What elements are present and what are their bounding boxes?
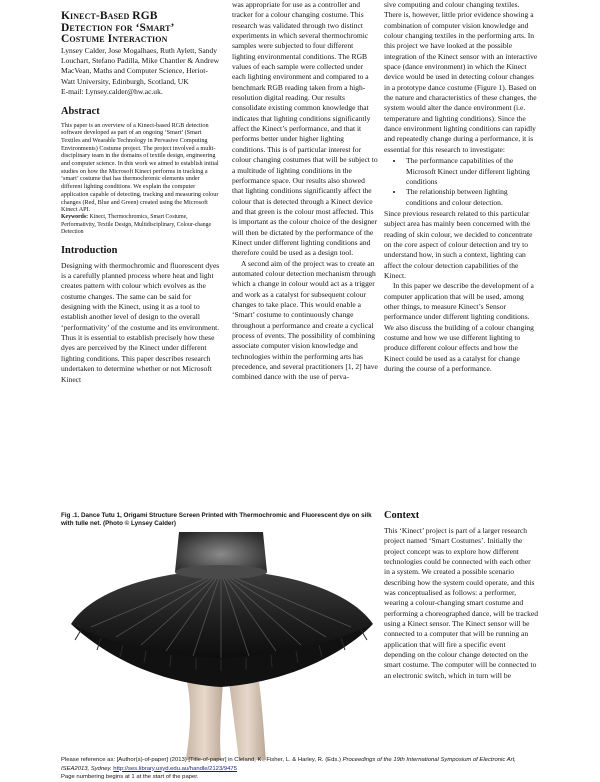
left-leg <box>186 682 223 760</box>
keywords <box>61 214 221 237</box>
body-paragraph-col3-1: sive computing and colour changing textiles. There is, however, little prior evidence showing a combination of computer vision knowledge and colour changing textiles in the performing arts. In this project we have looked at the possible integration of the Kinect sensor with an interactive space (dance environment) in which the Kinect device would be used in detecting colour changes in a prototype dance costume (Figure 1). Based on the nature and characteristics of these changes, the system would alter the dance environment (i.e. temperature and lighting conditions). Since the dance environment lighting conditions can rapidly and repeatedly change during a performance, it is essential for this research to investigate: <box>384 0 538 154</box>
page-footer <box>61 756 541 782</box>
middle-column <box>232 0 378 383</box>
left-column <box>61 11 221 385</box>
list-item: • The relationship between lighting conditions and colour detection. <box>404 187 538 208</box>
tutu-costume-photo <box>61 532 379 760</box>
abstract-heading: Abstract <box>61 105 100 117</box>
list-item: • The performance capabilities of the Microsoft Kinect under different lighting conditions <box>404 156 538 187</box>
title-line-1: Kinect-Based RGB <box>61 10 158 22</box>
research-questions-list <box>384 156 538 208</box>
body-paragraph-col3-3: In this paper we describe the development of a computer application that will be used, among other things, to measure Kinect’s Sensor performance under different lighting conditions. We also discuss the building of a colour changing costume and how we use different lighting to produce different colour effects and how the Kinect could be used as a catalyst for change during the course of a performance. <box>384 281 534 374</box>
proceedings-link[interactable]: http://ses.library.usyd.edu.au/handle/2123/9475 <box>113 765 237 772</box>
context-paragraph-1: This ‘Kinect’ project is part of a larger research project named ‘Smart Costumes’. Initially the project concept was to explore how different technologies could be connected with each other in a system. We created a possible scenario describing how the system could operate, and this was conceptualised as follows: a performer, wearing a colour-changing smart costume and performing a choreographed dance, will be tracked using a Kinect sensor. The Kinect sensor will be connected to a computer that will be running an application that will fire a specific event depending on the colour change detected on the smart costume. The computer will be connected to an electronic switch, which in turn will be <box>384 526 539 680</box>
figure-1 <box>61 512 381 760</box>
introduction-heading: Introduction <box>61 244 118 256</box>
introduction-paragraph-1: Designing with thermochromic and fluorescent dyes is a carefully planned process where heat and light creates pattern with colour which evolves as the costume changes. The same can be said for designing with the Kinect, using it as a tool to establish another level of design to the overall ‘performativity’ of the costume and its environment. Thus it is essential to establish precisely how these dyes are perceived by the Kinect under different lighting conditions. This paper describes research undertaken to determine whether or not Microsoft Kinect <box>61 260 220 384</box>
right-column <box>384 0 538 374</box>
author-list: Lynsey Calder, Jose Mogalhaes, Ruth Aylett, Sandy Louchart, Stefano Padilla, Mike Chantler & Andrew MacVean, Maths and Computer Science, Heriot-Watt University, Edinburgh, Scotland, UK <box>61 45 220 86</box>
tutu-illustration <box>61 532 379 760</box>
waistband <box>175 565 267 579</box>
abstract-text: This paper is an overview of a Kinect-based RGB detection software developed as part of an ongoing ‘Smart’ (Smart Textiles and Wearable Technology in Pervasive Computing Environments) Costume project. The project involved a multi-disciplinary team in the domains of textile design, engineering and computer science. In this work we aimed to establish initial studies on how the Microsoft Kinect performs in tracking a ‘smart’ costume that has thermochromic elements under different lighting conditions. We explain the computer application capable of detecting, tracking and measuring colour changes (Red, Blue and Green) created using the Microsoft Kinect API. <box>61 121 219 214</box>
context-heading: Context <box>384 510 420 521</box>
context-section <box>384 510 538 681</box>
keywords-text: Kinect, Thermochromics, Smart Costume, Performativity, Textile Design, Multidisciplinary, Colour-change Detection <box>61 213 212 236</box>
body-paragraph-col2-2: A second aim of the project was to create an automated colour detection mechanism through which a change in colour would act as a trigger and work as a catalyst for subsequent colour changes to take place. This would enable a ‘Smart’ costume to continuously change throughout a performance and create a cyclical process of events. The possibility of combining associate computer vision knowledge and technologies within the performing arts has precedence, and several practitioners [1, 2] have combined dance with the use of perva- <box>232 258 378 382</box>
author-email: E-mail: Lynsey.calder@hw.ac.uk. <box>61 87 163 97</box>
citation-text: Please reference as: [Author(s)-of-paper] (2013) [Title-of-paper] in Cleland, K., Fisher, L. & Harley, R. (Eds.) <box>61 757 341 763</box>
body-paragraph-col3-2: Since previous research related to this particular subject area has mainly been concerned with the reading of skin colour, we decided to concentrate on the core aspect of colour detection and try to understand how, in such a context, lighting can affect the colour detection capabilities of the Kinect. <box>384 208 533 280</box>
title-line-2: Detection for ‘Smart’ <box>61 21 175 34</box>
proceedings-title: Proceedings of the 19th International Symposium of Electronic Art, ISEA2013, Sydney. <box>61 757 516 772</box>
page-numbering-note: Page numbering begins at 1 at the start of the paper. <box>61 774 199 781</box>
figure-caption: Fig .1. Dance Tutu 1, Origami Structure Screen Printed with Thermochromic and Fluorescent dye on silk with tulle net. (Photo © Lynsey Calder) <box>61 512 372 528</box>
title-line-3: Costume Interaction <box>61 33 168 46</box>
citation-line <box>61 756 541 773</box>
right-leg <box>229 682 266 760</box>
body-paragraph-col2-1: was appropriate for use as a controller and tracker for a colour changing costume. This research was validated through two distinct experiments in which several thermochromic samples were subjected to four different lighting environmental conditions. The RGB values of each sample were collected under each lighting environment and compared to a benchmark RGB reading taken from a high-resolution digital reading. Our results consolidate existing common knowledge that indicates that lighting conditions significantly affect the Kinect’s performance, and that it performs better under higher lighting conditions. This is of particular interest for colour changing costumes that will be subject to a multitude of lighting conditions in the performance space. Our results also showed that lighting conditions significantly affect the colour that is detected through a Kinect device and that green is the colour most affected. This is important as the colour choice of the designer will then be dictated by the performance of the Kinect under different lighting conditions and therefore could be used as a design tool. <box>232 0 378 258</box>
keywords-label: Keywords: <box>61 213 89 220</box>
paper-title <box>61 11 221 46</box>
